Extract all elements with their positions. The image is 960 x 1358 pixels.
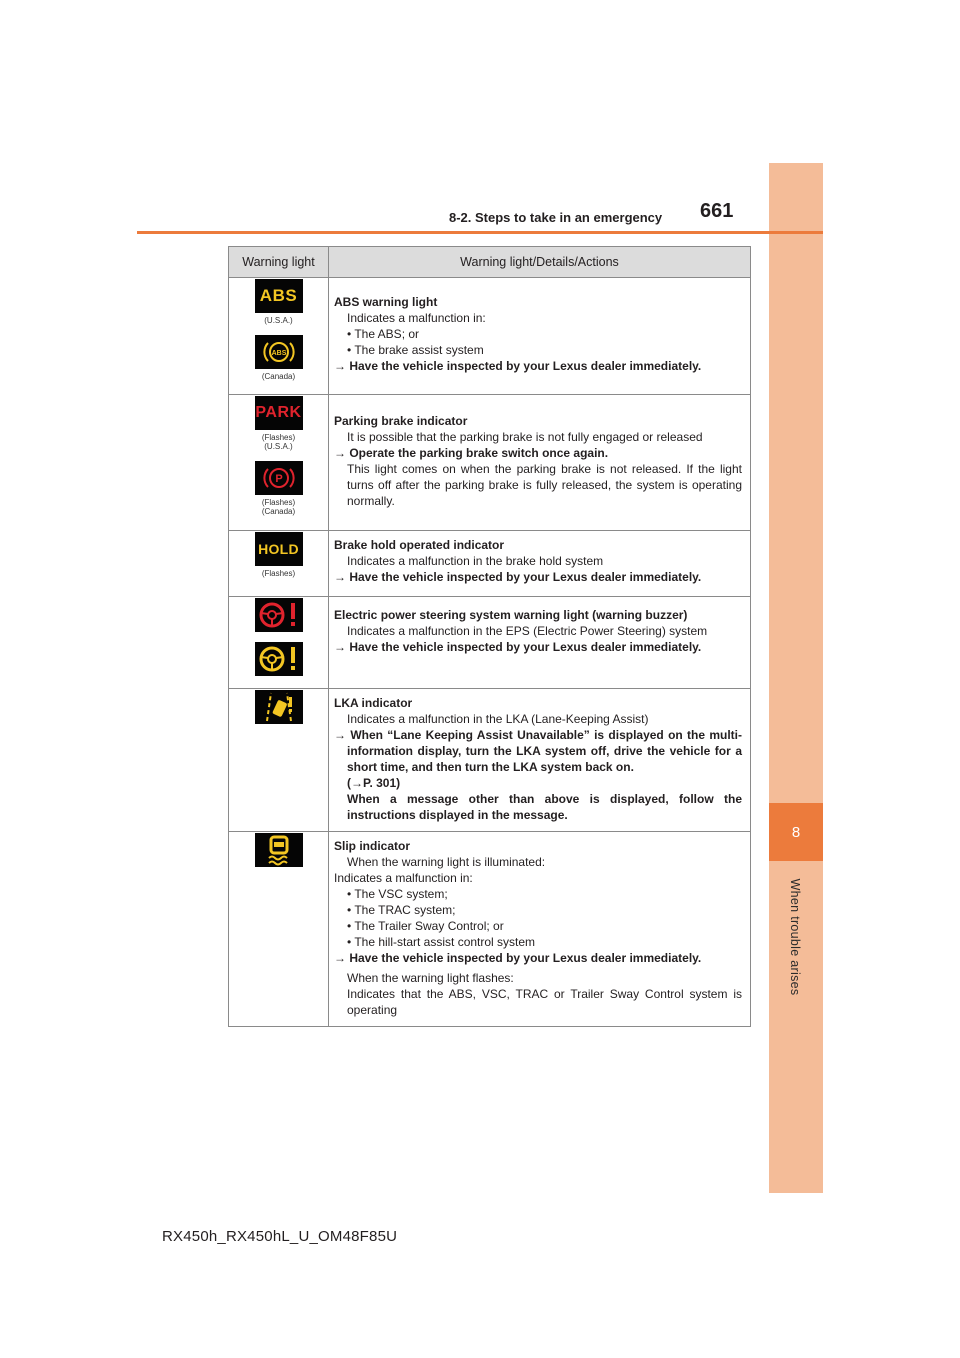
list-item: • The Trailer Sway Control; or [347,919,504,933]
table-row [229,531,751,597]
eps-warning-yellow-icon [255,642,303,676]
hold-indicator-icon: HOLD [255,532,303,566]
table-row [229,278,751,395]
icon-cell [229,531,329,597]
row-action: → Have the vehicle inspected by your Lexus dealer immediately. [334,359,702,373]
row-intro: Indicates a malfunction in: [347,311,486,325]
list-item: • The ABS; or [347,327,420,341]
col-header-warning-light: Warning light [229,247,329,278]
svg-text:P: P [274,473,283,485]
row-title: Slip indicator [334,839,411,853]
row-title: Electric power steering system warning light (warning buzzer) [334,608,688,622]
abs-warning-icon: ABS [255,279,303,313]
icon-caption: (Canada) [261,372,296,381]
details-cell [329,832,751,1027]
chapter-title: When trouble arises [788,878,802,996]
list-item: • The VSC system; [347,887,448,901]
page-reference: (→P. 301) [347,776,401,790]
row-action: → Have the vehicle inspected by your Lexus dealer immediately. [334,570,702,584]
row-action: → Have the vehicle inspected by your Lexus dealer immediately. [334,951,702,965]
icon-caption: (Canada) [261,507,296,516]
row-intro: Indicates a malfunction in the brake hold system [347,554,604,568]
details-cell [329,597,751,689]
col-header-details: Warning light/Details/Actions [329,247,751,278]
row-intro: Indicates a malfunction in the LKA (Lane-Keeping Assist) [347,712,649,726]
row-intro: Indicates a malfunction in the EPS (Electric Power Steering) system [347,624,708,638]
list-item: • The brake assist system [347,343,484,357]
details-cell [329,395,751,531]
lka-indicator-icon [255,690,303,724]
svg-text:ABS: ABS [271,350,286,357]
row-intro: It is possible that the parking brake is not fully engaged or released [347,430,703,444]
icon-cell [229,832,329,1027]
row-action: → Have the vehicle inspected by your Lexus dealer immediately. [334,640,702,654]
details-cell [329,531,751,597]
list-item: • The hill-start assist control system [347,935,536,949]
row-note: This light comes on when the parking brake is not released. If the light turns off after the parking brake is fully released, the system is operating normally. [347,462,742,508]
section-title: 8-2. Steps to take in an emergency [449,210,663,225]
row-title: ABS warning light [334,295,438,309]
icon-cell [229,395,329,531]
table-row [229,395,751,531]
row-intro-secondary: Indicates a malfunction in: [334,871,473,885]
table-row [229,597,751,689]
page-number: 661 [700,200,734,222]
row-intro: When the warning light is illuminated: [347,855,546,869]
details-cell [329,278,751,395]
row-action: → When “Lane Keeping Assist Unavailable” is displayed on the multi-information display, turn the LKA system off, drive the vehicle for a short time, and then turn the LKA system back on. [334,728,742,774]
abs-circle-icon [255,335,303,369]
park-indicator-icon: PARK [255,396,303,430]
document-code: RX450h_RX450hL_U_OM48F85U [162,1228,398,1245]
table-row [229,832,751,1027]
chapter-side-tab [769,163,823,1193]
table-row [229,689,751,832]
icon-caption: (Flashes) [261,498,296,507]
eps-warning-red-icon [255,598,303,632]
chapter-number-tab [769,803,823,861]
slip-indicator-icon [255,833,303,867]
icon-cell [229,689,329,832]
icon-caption: (Flashes) [261,433,296,442]
warning-light-table [228,246,751,1027]
row-title: LKA indicator [334,696,413,710]
header-rule [137,231,823,234]
icon-caption: (U.S.A.) [264,316,293,325]
icon-cell [229,278,329,395]
chapter-title-label [775,872,815,1002]
row-action-secondary: When a message other than above is displayed, follow the instructions displayed in the message. [347,792,742,822]
icon-caption: (U.S.A.) [264,442,293,451]
flash-note: Indicates that the ABS, VSC, TRAC or Trailer Sway Control system is operating [347,987,742,1017]
flash-intro: When the warning light flashes: [347,971,514,985]
chapter-number: 8 [791,823,801,841]
icon-caption: (Flashes) [261,569,296,578]
details-cell [329,689,751,832]
list-item: • The TRAC system; [347,903,456,917]
parking-brake-circle-icon [255,461,303,495]
icon-cell [229,597,329,689]
table-header-row [229,247,751,278]
row-title: Parking brake indicator [334,414,468,428]
row-action: → Operate the parking brake switch once again. [334,446,609,460]
row-title: Brake hold operated indicator [334,538,505,552]
